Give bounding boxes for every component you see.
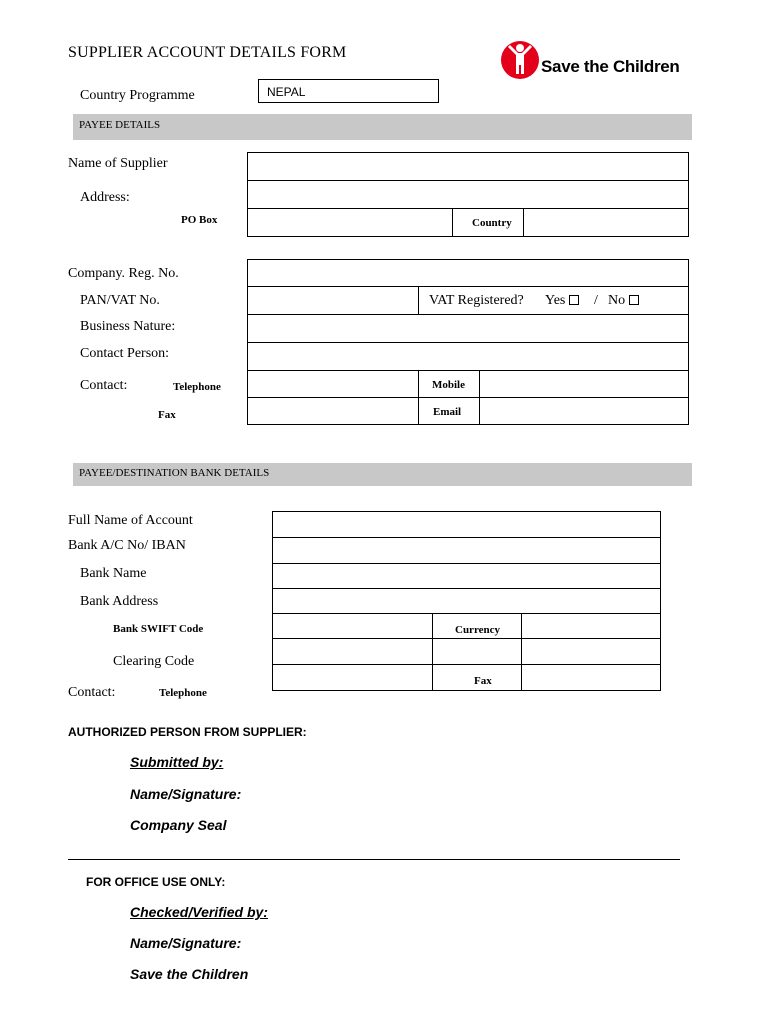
company-seal-label: Company Seal bbox=[130, 817, 227, 833]
bank-details-header: PAYEE/DESTINATION BANK DETAILS bbox=[73, 463, 692, 486]
supplier-name-signature-label: Name/Signature: bbox=[130, 786, 242, 802]
currency-cell bbox=[432, 613, 522, 639]
country-cell bbox=[452, 208, 524, 237]
office-use-heading: FOR OFFICE USE ONLY: bbox=[86, 875, 226, 889]
logo-text: Save the Children bbox=[541, 57, 680, 76]
fax-field[interactable] bbox=[247, 397, 419, 425]
name-of-supplier-field[interactable] bbox=[247, 152, 689, 181]
bank-account-no-field[interactable] bbox=[272, 537, 661, 564]
bank-telephone-field[interactable] bbox=[272, 664, 433, 691]
payee-details-header: PAYEE DETAILS bbox=[73, 114, 692, 140]
vat-slash: / bbox=[594, 293, 598, 308]
fax-label: Fax bbox=[158, 409, 176, 421]
authorized-person-heading: AUTHORIZED PERSON FROM SUPPLIER: bbox=[68, 725, 307, 739]
business-nature-field[interactable] bbox=[247, 314, 689, 343]
address-label: Address: bbox=[80, 190, 130, 205]
swift-code-label: Bank SWIFT Code bbox=[113, 623, 204, 635]
bank-fax-label: Fax bbox=[474, 675, 492, 687]
mobile-label: Mobile bbox=[432, 379, 465, 391]
bank-fax-field[interactable] bbox=[521, 664, 661, 691]
swift-code-field[interactable] bbox=[272, 613, 433, 639]
office-organization-label: Save the Children bbox=[130, 966, 249, 982]
bank-contact-label: Contact: bbox=[68, 685, 116, 700]
mobile-field[interactable] bbox=[479, 370, 689, 398]
mobile-cell bbox=[418, 370, 480, 398]
business-nature-label: Business Nature: bbox=[80, 319, 176, 334]
clearing-middle-cell[interactable] bbox=[432, 638, 522, 665]
currency-label: Currency bbox=[455, 624, 501, 636]
contact-label: Contact: bbox=[80, 378, 128, 393]
vat-no-option[interactable] bbox=[608, 293, 641, 309]
country-programme-value: NEPAL bbox=[267, 85, 306, 99]
vat-registered-cell bbox=[418, 286, 689, 315]
child-figure-icon bbox=[500, 38, 540, 82]
country-label: Country bbox=[472, 217, 512, 229]
section-divider bbox=[68, 859, 680, 860]
currency-field[interactable] bbox=[521, 613, 661, 639]
pan-vat-label: PAN/VAT No. bbox=[80, 293, 160, 308]
bank-address-field[interactable] bbox=[272, 588, 661, 614]
bank-address-label: Bank Address bbox=[80, 594, 159, 609]
clearing-code-field[interactable] bbox=[272, 638, 433, 665]
bank-name-label: Bank Name bbox=[80, 566, 147, 581]
clearing-code-label: Clearing Code bbox=[113, 654, 195, 669]
form-title: SUPPLIER ACCOUNT DETAILS FORM bbox=[68, 44, 347, 61]
telephone-label: Telephone bbox=[173, 381, 221, 393]
email-label: Email bbox=[433, 406, 462, 418]
full-name-of-account-label: Full Name of Account bbox=[68, 513, 193, 528]
pan-vat-field[interactable] bbox=[247, 286, 419, 315]
telephone-field[interactable] bbox=[247, 370, 419, 398]
vat-no-checkbox[interactable] bbox=[629, 295, 639, 305]
po-box-field[interactable] bbox=[247, 208, 453, 237]
name-of-supplier-label: Name of Supplier bbox=[68, 156, 168, 171]
company-reg-label: Company. Reg. No. bbox=[68, 266, 179, 281]
vat-yes-checkbox[interactable] bbox=[569, 295, 579, 305]
full-name-of-account-field[interactable] bbox=[272, 511, 661, 538]
vat-yes-option[interactable] bbox=[545, 293, 581, 309]
contact-person-field[interactable] bbox=[247, 342, 689, 371]
office-name-signature-label: Name/Signature: bbox=[130, 935, 242, 951]
country-field[interactable] bbox=[523, 208, 689, 237]
bank-account-no-label: Bank A/C No/ IBAN bbox=[68, 538, 186, 553]
clearing-right-cell[interactable] bbox=[521, 638, 661, 665]
save-the-children-logo bbox=[500, 38, 690, 84]
email-field[interactable] bbox=[479, 397, 689, 425]
email-cell bbox=[418, 397, 480, 425]
contact-person-label: Contact Person: bbox=[80, 346, 170, 361]
country-programme-field[interactable] bbox=[258, 79, 439, 103]
bank-name-field[interactable] bbox=[272, 563, 661, 589]
bank-fax-cell bbox=[432, 664, 522, 691]
vat-no-label: No bbox=[608, 293, 626, 308]
address-field[interactable] bbox=[247, 180, 689, 209]
company-reg-field[interactable] bbox=[247, 259, 689, 287]
submitted-by-label: Submitted by: bbox=[130, 754, 224, 770]
vat-registered-label: VAT Registered? bbox=[429, 293, 524, 308]
country-programme-label: Country Programme bbox=[80, 88, 195, 103]
bank-telephone-label: Telephone bbox=[159, 687, 207, 699]
po-box-label: PO Box bbox=[181, 214, 218, 226]
checked-verified-by-label: Checked/Verified by: bbox=[130, 904, 268, 920]
vat-yes-label: Yes bbox=[545, 293, 566, 308]
